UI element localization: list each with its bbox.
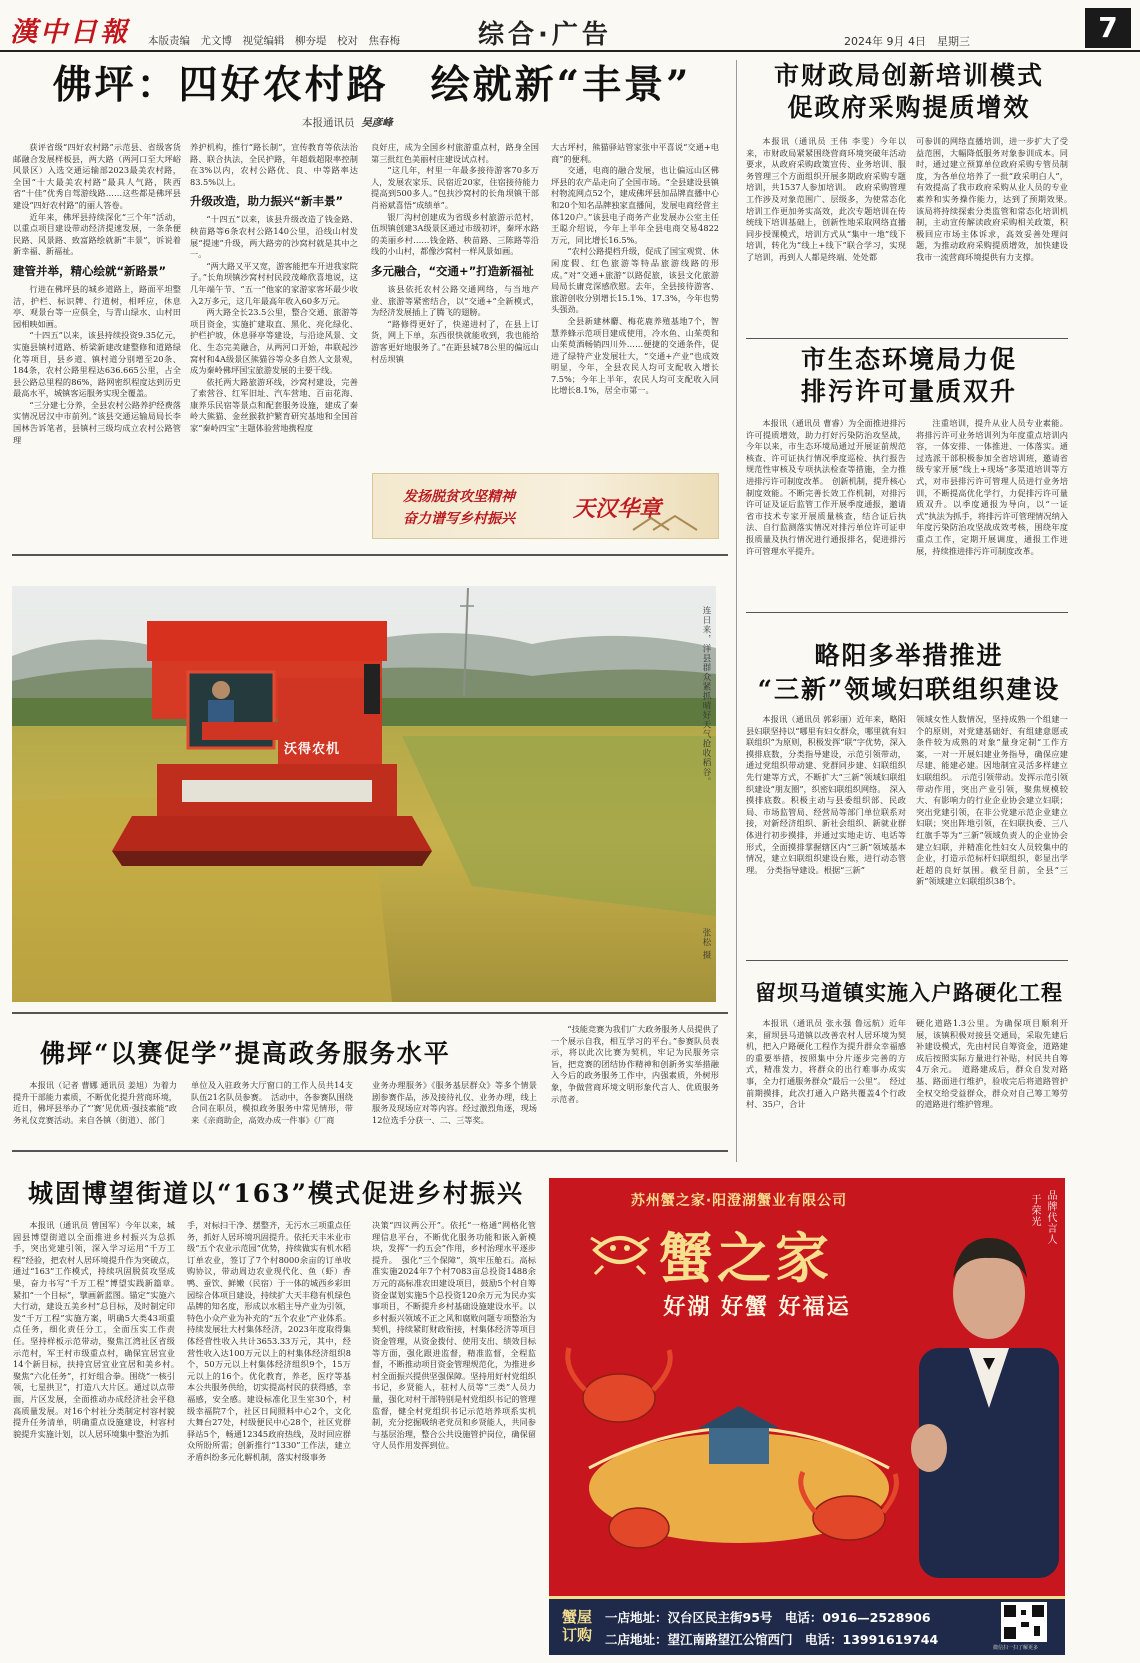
harvest-photo (12, 586, 716, 1002)
endorser-figure (909, 1198, 1065, 1578)
article-column: 领域女性人数情况，坚持成熟一个组建一个的原则，对党建基础好、有组建意愿或条件较为成熟的对象“量身定制”工作方案，一对一开展妇建业务指导，确保应建尽建、能建必建。因地制宜灵活多样建立妇联组织。 示范引领带动。发挥示范引领带动作用，突出产业引领，聚焦规模较大、有影响力的行业企业协会建立妇联；突出党建引领，在非公党建示范企业建立妇联；突出阵地引领，在妇联执委、三八红旗手等为“三新”领域负责人的企业协会建立妇联，并精准化性妇女人员较集中的企业，打造示范标杆妇联组织，彰显出学赶超的良好氛围。截至目前，全县“三新”领域建立妇联组织38个。 (916, 714, 1068, 887)
ad-slogan: 好湖 好蟹 好福运 (663, 1295, 851, 1320)
paragraph: “这几年，村里一年最多接待游客70多万人，发展农家乐、民宿近20家，住宿接待能力提高到500多人。”包扶沙窝村的长角坝镇干部肖裕斌喜悟“成绩单”。 (371, 165, 539, 210)
divider (12, 554, 728, 556)
paragraph: “十四五”以来，该县持续投资9.35亿元，实施县镇村道路、桥梁新建改建整修和道路绿化等项目，县乡道、镇村道分别增至20条、184条，农村公路里程达636.665公里，占全县公路总里程的86%，路网密织程度达到历史最高水平，城镇客运服务实现全覆盖。 (13, 330, 181, 399)
article-column (13, 142, 181, 550)
subheading: 多元融合，“交通+”打造新福祉 (371, 263, 534, 278)
article-column: 本报讯（通讯员 张永强 鲁远航）近年来，留坝县马道镇以改善农村人居环境为契机，把入户路硬化工程作为提升群众幸福感的重要举措，按照集中分片逐步完善的方式，精准发力，将群众的出行难事办成实事，全力打通服务群众“最后一公里”。 经过前期摸排，此次打通入户路共覆盖4个行政村、35户，合计 (746, 1018, 906, 1110)
article-headline-chenggu: 城固博望街道以“163”模式促进乡村振兴 (28, 1179, 524, 1208)
editorial-staff: 本版责编 尤文博 视觉编辑 柳夯堤 校对 焦春梅 (148, 35, 400, 47)
article-column (551, 142, 719, 468)
crab-advertisement (549, 1178, 1065, 1655)
paragraph: 获评省级“四好农村路”示范县、省级客货邮融合发展样板县，两大路（两河口至大坪峪风景区）入选交通运输部2023最美农村路，全国“十大最美农村路”最具人气路，陕西省“十佳”优秀自驾游线路……这些都是佛坪县建设“四好农村路”的丽人答卷。 (13, 142, 181, 210)
crab-illustration (549, 1328, 929, 1558)
paragraph: 银厂沟村创建成为省级乡村旅游示范村，伍坝镇创建3A级景区通过市级初评，秦坪水路的美丽乡村……钱金路、秧苗路、三陈路等沿线的小山村，都像沙窝村一样风景如画。 (371, 211, 539, 257)
ad-brand-name: 蟹之家 (659, 1227, 833, 1290)
article-column: 手，对标扫干净、摆整齐，无污水三项重点任务，抓好人居环境巩固提升。依托天丰米业市级“五个农业示范园”优势，持续做实有机水稻订单农业，签订了7个村8000余亩的订单收购协议，带动周边农业现代化、鱼（虾）香鸭、蚕饮、鲜嫩（民宿）于一体的城西乡彩田园综合体项目建设，持续扩大天丰稳有机绿色品牌的知名度，形成以水稻主导产业为引领，特色小众产业为补充的“五个农业”产业体系。持续发展壮大村集体经济，2023年度取得集体经营性收入共计3653.33万元，其中，经营性收入达100万元以上的村集体经济组织8个，50万元以上村集体经济组织9个，15万元以上的16个。优化教育，养老，医疗等基本公共服务供给，切实提高村民的获得感，幸福感，安全感。建设标准化卫生室30个，村级幸福院7个，社区日间照料中心2个，文化大舞台27处，村级便民中心28个，社区党群驿站5个，畅通12345政府热线，及时回应群众所盼所需；创新推行“1330”工作法，建立矛盾纠纷多元化解机制，落实村级事务 (187, 1220, 351, 1462)
paragraph: “三分建七分养，全县农村公路养护经费落实情况居汉中市前列。”该县交通运输局局长李国林告诉笔者，县镇村三级均成立农村公路管理 (13, 399, 181, 445)
paragraph: 两大路全长23.5公里，整合交通、旅游等项目资金，实施扩建取直、黑化、亮化绿化、护栏护坡，休息驿亭等建设，与沿途风景、文化、生态完美融合，从两河口开始，串联起沙窝村和4A级景区熊猫谷等众多自然人文景观，成为秦岭佛坪国宝旅游发展的主要干线。 (190, 307, 358, 376)
paragraph: 全县新建林麝、梅花鹿养殖基地7个，智慧养蜂示范项目建成使用，冷水鱼、山茱萸和山茱萸酒畅销四川外……便捷的交通条件，促进了绿特产业发展壮大，“交通+产业”也成效明显，今年，全县农民人均可支配收入增长7.5%；今年上半年，农民人均可支配收入同比增长8.1%，居全市第一。 (551, 315, 719, 396)
banner-brand: 天汉华章 (573, 496, 662, 522)
section-title: 综合·广告 (478, 20, 612, 50)
paragraph: “路修得更好了，快递进村了，在县上订货，网上下单，东西很快就能收到，我也能给游客更好地服务了。”在距县城78公里的偏远山村岳坝镇 (371, 318, 539, 364)
divider (12, 1012, 728, 1014)
paragraph: 良好庄，成为全国乡村旅游重点村，路身全国第三批红色美丽村庄建设试点村。 (371, 142, 539, 164)
divider (746, 338, 1068, 339)
paragraph: “农村公路提档升级，促成了国宝观赏、休闲度假、红色旅游等特品旅游线路的形成。”对“交通+旅游”以路促旅，该县文化旅游局局长庸竞深感欣慰。去年，全县接待游客、旅游创收分别增长15.1%、17.3%，今年也势头强劲。 (551, 246, 719, 315)
article-column: 本报讯（通讯员 曾国军）今年以来，城固县博望街道以全面推进乡村振兴为总抓手，突出党建引领，深入学习运用“千万工程”经验，把农村人居环境提升作为突破点，通过“163”工作模式，持续巩固脱贫攻坚成果，奋力书写“千万工程”博望实践新篇章。 紧扣“一个目标”，擘画新蓝图。锚定“实施六大行动，建设五美乡村”总目标，及时制定印发“千万工程”实施方案，明确5大类43项重点任务，细化责任分工，全面压实工作责任。坚持样板示范带动，聚焦江湾社区省级示范村，军王村市级重点村，确保宜居宜业14个新目标，扶持宜居宜业宜居和美乡村。 聚焦“六化任务”，打好组合拳。围绕“一核引领，七星拱卫”，打造八大片区。通过以点带面，片区发展，全面推动办成经济社会平稳高质量发展。对16个村社分类制定村容村貌提升任务清单，明确重点设施建设，村容村貌提升实施计划，以人居环境集中整治为抓 (13, 1220, 184, 1439)
masthead (0, 0, 1140, 52)
article-headline-ecology: 市生态环境局力促 (800, 345, 1017, 374)
article-column: 硬化道路1.3公里。为确保项目顺利开展，该镇积极对接县交通局，采取先建后补建设模式，先由村民自筹资金，道路建成后按照实际方量进行补贴，村民共自筹4万余元。 道路建成后，群众自发对路基、路面进行维护，验收完后将道路管护全权交给受益群众，群众对自己筹工筹劳的道路进行维护管理。 (916, 1018, 1068, 1110)
article-column: 可参训的网络直播培训，进一步扩大了受益范围，大幅降低服务对象参训成本。同时，通过建立预算单位政府采购专管员制度，为各单位培养了一批“政采明白人”，有效提高了我市政府采购从业人员的专业素养和实务操作能力，达到了预期效果。 该局将持续探索分类监管和常态化培训机制，主动宣传解读政府采购相关政策，积极回应市场主体诉求，高效妥善处理问题，为推动政府采购提质增效，加快建设我市一流营商环境提供有力支撑。 (916, 136, 1077, 262)
harvester-brand-text: 沃得农机 (284, 742, 341, 757)
byline-label: 本报通讯员 (302, 117, 355, 129)
issue-date: 2024年 9月 4日 星期三 (844, 35, 970, 48)
article-headline-lueyang-2: “三新”领域妇联组织建设 (757, 675, 1061, 704)
article-headline-liuba: 留坝马道镇实施入户路硬化工程 (755, 980, 1063, 1005)
endorser-name: 于荣光 (1029, 1194, 1040, 1227)
article-headline-finance-2: 促政府采购提质增效 (787, 93, 1031, 122)
article-headline-finance: 市财政局创新培训模式 (773, 61, 1044, 90)
divider (12, 1150, 728, 1152)
qr-code-icon[interactable] (1001, 1602, 1047, 1642)
page-number: 7 (1085, 8, 1131, 48)
article-byline (302, 115, 393, 130)
subheading: 升级改造，助力振兴“新丰景” (190, 194, 344, 209)
paragraph: “两大路又平又宽，游客能把车开进我家院子。”长角坝镇沙窝村村民段茂峰欣喜地说，这几年端午节、“五一”他家的家游家客坏最少收入2万多元，这几年最高年收入60多万元。 (190, 260, 358, 306)
article-headline-foping-roads: 佛坪：四好农村路 绘就新“丰景” (52, 62, 692, 108)
paragraph: 依托两大路旅游环线，沙窝村建设，完善了索营谷、红军旧址、汽车营地、百亩花海、康养乐民宿等景点和配套服务设施，建成了秦岭大熊猫、金丝猴救护繁育研究基地和全国首家“秦岭四宝”主题体验营地携程度 (190, 376, 358, 434)
paragraph: 大古坪村，熊猫驿站管家张中平喜说“交通+电商”的便利。 (551, 142, 719, 164)
slogan-banner (372, 473, 719, 539)
article-column: “技能竞赛为我们广大政务服务人员提供了一个展示自我，相互学习的平台。”参赛队员表示，将以此次比赛为契机，牢记为民服务宗旨，把竞赛的团结协作精神和创新务实举措融入今后的政务服务工作中，内强素质，外树形象，争做营商环境文明形象代言人、优质服务示范者。 (551, 1024, 719, 1104)
byline-author: 吴彦峰 (361, 117, 393, 129)
paragraph: 近年来，佛坪县持续深化“三个年”活动，以重点项目建设带动经济提速发展，一条条便民路、风景路、致富路绘就新“丰景”，诉说着新幸福、新福祉。 (13, 211, 181, 257)
article-headline-lueyang: 略阳多举措推进 (814, 641, 1004, 670)
article-column: 本报讯（通讯员 曹睿）为全面推进排污许可提质增效，助力打好污染防治攻坚战，今年以来，市生态环境局通过开展证前规范核查、许可证执行情况季度巡检、执行报告规范性审核及专项执法检查等措施，全力推进排污许可制度改革。 创新机制，提升核心制度效能。不断完善长效工作机制，对排污许可证及证后监管工作开展季度通报，邀请省市技术专家开展质量核查，结合证后执法、自行监测落实情况对排污单位许可证申报质量及执行情况进行通报排名，促进排污许可管理水平提升。 (746, 418, 906, 556)
paragraph: “十四五”以来，该县升级改造了钱金路、秧苗路等6条农村公路140公里，沿线山村发展“提速”升级，两大路旁的沙窝村就是其中之一。 (190, 214, 358, 260)
ad-company-name: 苏州蟹之家·阳澄湖蟹业有限公司 (630, 1193, 848, 1209)
photo-credit: 张松 摄 (701, 928, 711, 961)
paragraph: 该县依托农村公路交通网络，与当地产业、旅游等紧密结合，以“交通+”全新模式，为经济发展插上了腾飞的翅膀。 (371, 283, 539, 318)
article-column: 单位及入驻政务大厅窗口的工作人员共14支队伍21名队员参赛。 活动中，各参赛队围绕合同在职员，模拟政务服务中常见情形，带来《亲商助企，高效办成一件事》《厂商 (191, 1080, 353, 1125)
banner-line-1: 发扬脱贫攻坚精神 (403, 489, 515, 505)
divider (746, 960, 1068, 961)
rice-harvester-image (12, 586, 716, 1002)
article-column: 注重培训，提升从业人员专业素能。将排污许可业务培训列为年度重点培训内容，一体安排、一体推进、一体落实。通过选派干部积极参加全省培训班，邀请省级专家开展“线上+现场”多渠道培训等方式，对市县排污许可管理人员进行业务培训，不断提高优化学行，力促排污许可量质双升。以季度通报为导向，以“一证式”执法为抓手，将排污许可管理情况纳入年度污染防治攻坚战成效考核，围绕年度重点工作，定期开展调度，通报工作进展，持续推进排污许可制度改革。 (916, 418, 1068, 556)
paragraph: 交通，电商的融合发展，也让偏远山区佛坪县的农产品走向了全国市场。“全县建设县镇村物流网点52个，建成佛坪县加品牌直播中心和20个知名品牌独家直播间，发展电商经营主体120户。”该县电子商务产业发展办公室主任王聪介绍说，今年上半年全县电商交易4822万元，同比增长16.5%。 (551, 165, 719, 245)
photo-caption: 连日来，洋县群众紧抓晴好天气抢收稻谷。 (701, 606, 711, 787)
store-2-address: 二店地址：望江南路望江公馆西门 电话：13991619744 (605, 1632, 939, 1647)
article-column: 本报讯（通讯员 王伟 李雯）今年以来，市财政局紧紧围绕营商环境突破年活动要求，从政府采购政策宣传、业务培训、服务管理三个方面组织开展多期政府采购专题培训，共1537人参加培训。 政府采购管理工作涉及对象范围广、层级多，为使常态化培训工作更加务实高效，此次专题培训在传统线下培训基础上，创新性地采取网络直播同步授课模式，培训方式从“集中一地”线下培训，转化为“线上+线下”联合学习，实现了培训，再到人人都是终端、处处都 (746, 136, 906, 262)
article-headline-ecology-2: 排污许可量质双升 (800, 377, 1017, 406)
subheading: 建管并举，精心绘就“新路景” (13, 263, 167, 278)
paragraph: 养护机构，推行“路长制”，宣传教育等依法治路、联合执法，全民护路，年超载超限率控制在3%以内，农村公路优、良、中等路率达83.5%以上。 (190, 142, 358, 187)
qr-caption: 微信扫一扫了解更多 (993, 1645, 1039, 1651)
newspaper-logo: 漢中日報 (10, 17, 130, 48)
divider (746, 612, 1068, 613)
article-column: 本报讯（通讯员 郭彩丽）近年来，略阳县妇联坚持以“哪里有妇女群众，哪里就有妇联组织”为原则，积极发挥“联”字优势，深入摸排底数，分类指导建设，示范引领带动，通过党组织带动建、党群同步建、妇联组织先行建等方式，不断扩大“三新”领域妇联组织建设“朋友圈”，织密妇联组织网络。 深入摸排底数。积极主动与县委组织部、民政局、市场监管局、经营局等部门单位联系对接，对新经济组织、新社会组织、新就业群体进行初步摸排，并通过实地走访、电话等形式，全面摸排掌握辖区内“三新”领域基本情况，建立妇联组织建设台账，进行动态管理。 分类指导建设。根据“三新” (746, 714, 906, 875)
order-label: 蟹屋订购 (561, 1608, 592, 1644)
article-headline-competition: 佛坪“以赛促学”提高政务服务水平 (40, 1039, 451, 1068)
article-column: 决策“四议两公开”。依托“一格通”网格化管理信息平台，不断优化服务功能和嵌入新模块，发挥“一约五会”作用，乡村治理水平逐步提升。 强化“三个保障”，筑牢压舱石。高标准实施2024年7个村7083亩总投资1488余万元的高标准农田建设项目，鼓励5个村自筹资金谋划实施5个总投资120余万元为民办实事项目，不断提升乡村基础设施建设水平。以乡村振兴领域不正之风和腐败问题专项整治为契机，持续紧盯财政衔接，村集体经济等项目资金管理，从资金拨付、使用支出、绩效目标等方面，强化跟进监督，精准监督，全程监督，不断推动项目资金管理规范化，为推进乡村全面振兴提供坚强保障。坚持用好村党组织书记，乡贤能人，驻村人员等“三类”人员力量，强化对村干部特别是村党组织书记的管理监督，健全村党组织书记示范培养项系实机制，充分挖掘吸纳老党员和乡贤能人，共同参与基层治理，整合公共设施管护岗位，确保留守人员作用发挥到位。 (372, 1220, 536, 1451)
article-column: 业务办理服务》《服务基层群众》等多个情景剧参赛作品，涉及接待礼仪、业务办理，线上服务及现场应对等内容。经过激烈角逐，现场12位选手分获一、二、三等奖。 (372, 1080, 537, 1125)
column-divider (736, 60, 737, 1162)
crab-logo-icon (587, 1220, 653, 1278)
article-column (371, 142, 539, 468)
banner-line-2: 奋力谱写乡村振兴 (403, 511, 515, 527)
banner-building-icon (631, 510, 701, 532)
article-column: 本报讯（记者 曹娜 通讯员 姜旭）为着力提升干部能力素质，不断优化提升营商环境，近日，佛坪县举办了“‘赛’见优质·强技素能”政务礼仪竞赛活动。来自各镇（街道）、部门 (13, 1080, 177, 1125)
endorser-title: 品牌代言人 (1045, 1190, 1056, 1245)
paragraph: 行进在佛坪县的城乡道路上，路面平坦整洁，护栏、标识牌、行道树，相呼应，休息亭、观景台等一应俱全，与青山绿水、山村田园相映如画。 (13, 283, 181, 329)
store-1-address: 一店地址：汉台区民主街95号 电话：0916—2528906 (605, 1610, 931, 1625)
article-column (190, 142, 358, 550)
